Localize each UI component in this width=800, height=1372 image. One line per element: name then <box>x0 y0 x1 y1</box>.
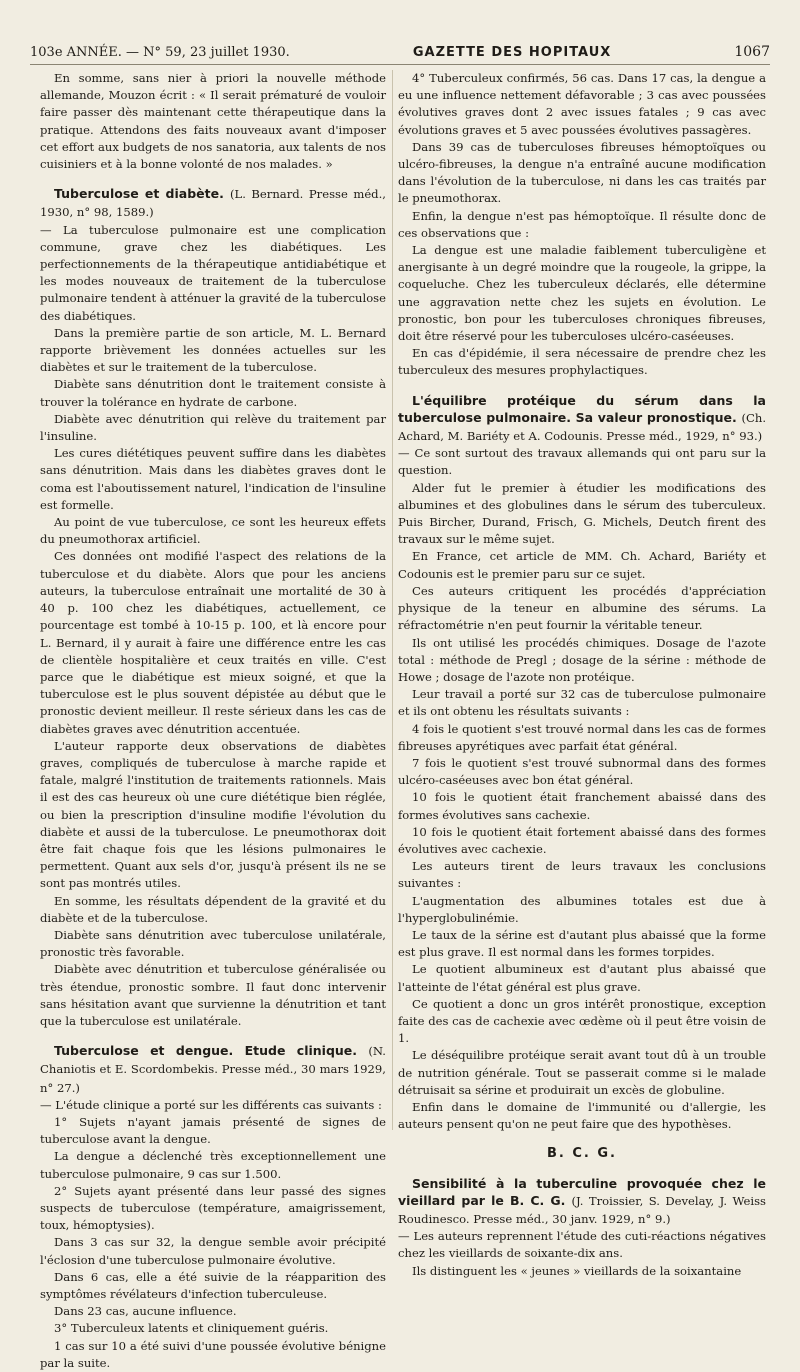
paragraph: Le taux de la sérine est d'autant plus abaissé que la forme est plus grave. Il est normal dans les formes torpides. <box>398 927 766 960</box>
paragraph: En cas d'épidémie, il sera nécessaire de prendre chez les tuberculeux des mesures prophylactiques. <box>398 346 766 378</box>
paragraph: Leur travail a porté sur 32 cas de tuberculose pulmonaire et ils ont obtenu les résultats suivants : <box>398 687 766 719</box>
article-citation: (Ch. Achard, M. Bariéty et A. Codounis. Presse méd., 1929, n° 93.) <box>398 410 766 444</box>
paragraph: 3° Tuberculeux latents et cliniquement guéris. <box>54 1321 329 1336</box>
paragraph: Ils distinguent les « jeunes » vieillards de la soixantaine <box>412 1263 742 1278</box>
journal-title: GAZETTE DES HOPITAUX <box>412 45 612 60</box>
paragraph: Enfin, la dengue n'est pas hémoptoïque. Il résulte donc de ces observations que : <box>398 208 766 240</box>
paragraph: La dengue est une maladie faiblement tuberculigène et anergisante à un degré moindre que la rougeole, la grippe, la coqueluche. Chez les tuberculeux déclarés, elle détermine une aggravation nette chez les sujets en évolution. Le pronostic, bon pour les tuberculoses chroniques fibreuses, doit être réservé pour les tuberculoses ulcéro-caséeuses. <box>398 243 766 344</box>
page-number: 1067 <box>734 44 770 60</box>
paragraph: En France, cet article de MM. Ch. Achard, Bariéty et Codounis est le premier paru sur ce sujet. <box>398 549 766 581</box>
paragraph: En somme, sans nier à priori la nouvelle méthode allemande, Mouzon écrit : « Il serait prématuré de vouloir faire passer dès maintenant cette thérapeutique dans la pratique. Attendons des faits nouveaux avant d'imposer cet effort aux budgets de nos sanatoria, aux talents de nos cuisiniers et à la bonne volonté de nos malades. » <box>40 71 386 172</box>
paragraph: — La tuberculose pulmonaire est une complication commune, grave chez les diabétiques. Les perfectionnements de la thérapeutique antidiabétique et les modes nouveaux de traitement de la tuberculose pulmonaire tendent à atténuer la gravité de la tuberculose des diabétiques. <box>40 222 386 323</box>
paragraph: Dans 23 cas, aucune influence. <box>54 1304 237 1319</box>
paragraph: Dans la première partie de son article, M. L. Bernard rapporte brièvement les données actuelles sur les diabètes et sur le traitement de la tuberculose. <box>40 325 386 375</box>
article-citation: (N. Chaniotis et E. Scordombekis. Presse méd., 30 mars 1929, n° 27.) <box>40 1044 386 1095</box>
paragraph: — Les auteurs reprennent l'étude des cuti-réactions négatives chez les vieillards de soixante-dix ans. <box>398 1229 766 1261</box>
paragraph: Les cures diététiques peuvent suffire dans les diabètes sans dénutrition. Mais dans les diabètes graves dont le coma est l'aboutissement naturel, l'indication de l'insuline est formelle. <box>40 446 386 512</box>
paragraph: Dans 6 cas, elle a été suivie de la réapparition des symptômes révélateurs d'infection tuberculeuse. <box>40 1269 386 1302</box>
paragraph: 7 fois le quotient s'est trouvé subnormal dans des formes ulcéro-caséeuses avec bon état général. <box>398 755 766 788</box>
section-heading: B. C. G. <box>547 1146 617 1162</box>
paragraph: Diabète sans dénutrition avec tuberculose unilatérale, pronostic très favorable. <box>40 927 386 960</box>
article-title: Tuberculose et diabète. <box>54 186 224 202</box>
right-column <box>398 70 766 1278</box>
paragraph: Dans 3 cas sur 32, la dengue semble avoir précipité l'éclosion d'une tuberculose pulmonaire évolutive. <box>40 1235 386 1267</box>
article-title: Tuberculose et dengue. Etude clinique. <box>54 1043 358 1059</box>
paragraph: Les auteurs tirent de leurs travaux les conclusions suivantes : <box>398 859 766 891</box>
paragraph: La dengue a déclenché très exceptionnellement une tuberculose pulmonaire, 9 cas sur 1.500. <box>40 1149 386 1181</box>
article-heading <box>40 1042 386 1097</box>
article-title: Sensibilité à la tuberculine provoquée chez le vieillard par le B. C. G. <box>398 1175 766 1208</box>
paragraph: 2° Sujets ayant présenté dans leur passé des signes suspects de tuberculose (température, amaigrissement, toux, hémoptysies). <box>40 1183 386 1233</box>
paragraph: 10 fois le quotient était fortement abaissé dans des formes évolutives avec cachexie. <box>398 824 766 856</box>
paragraph: Ces données ont modifié l'aspect des relations de la tuberculose et du diabète. Alors que pour les anciens auteurs, la tuberculose entraînait une mortalité de 30 à 40 p. 100 chez les diabétiques, actuellement, ce pourcentage est tombé à 10-15 p. 100, et là encore pour L. Bernard, il y aurait à faire une différence entre les cas de clientèle hospitalière et ceux traités en ville. C'est parce que le diabétique est mieux soigné, et que la tuberculose est le plus souvent dépistée au début que le pronostic devient meilleur. Il reste sérieux dans les cas de diabètes graves avec dénutrition accentuée. <box>40 549 386 736</box>
paragraph: Enfin dans le domaine de l'immunité ou d'allergie, les auteurs pensent qu'on ne peut faire que des hypothèses. <box>398 1099 766 1132</box>
paragraph: Diabète sans dénutrition dont le traitement consiste à trouver la tolérance en hydrate de carbone. <box>40 377 386 409</box>
paragraph: Dans 39 cas de tuberculoses fibreuses hémoptoïques ou ulcéro-fibreuses, la dengue n'a entraîné aucune modification dans l'évolution de la tuberculose, ni dans les cas traités par le pneumothorax. <box>398 139 766 206</box>
article-heading <box>398 1175 766 1229</box>
article-citation: (L. Bernard. Presse méd., 1930, n° 98, 1589.) <box>40 187 386 220</box>
paragraph: Au point de vue tuberculose, ce sont les heureux effets du pneumothorax artificiel. <box>40 515 386 547</box>
paragraph: Le déséquilibre protéique serait avant tout dû à un trouble de nutrition générale. Tout se passerait comme si le malade détruisait sa sérine et produirait un excès de globuline. <box>398 1048 766 1097</box>
paragraph: Ce quotient a donc un gros intérêt pronostique, exception faite des cas de cachexie avec œdème où il peut être voisin de 1. <box>398 996 766 1046</box>
paragraph: L'augmentation des albumines totales est due à l'hyperglobulinémie. <box>398 893 766 925</box>
paragraph: Alder fut le premier à étudier les modifications des albumines et des globulines dans le sérum des tuberculeux. Puis Bircher, Durand, Frisch, G. Michels, Deutch firent des travaux sur le même sujet. <box>398 480 766 547</box>
page-header <box>30 30 770 65</box>
article-citation: (J. Troissier, S. Develay, J. Weiss Roudinesco. Presse méd., 30 janv. 1929, n° 9.) <box>398 1193 766 1226</box>
paragraph: — Ce sont surtout des travaux allemands qui ont paru sur la question. <box>398 446 766 478</box>
issue-info: 103e ANNÉE. — N° 59, 23 juillet 1930. <box>30 45 290 60</box>
paragraph: Diabète avec dénutrition et tuberculose généralisée ou très étendue, pronostic sombre. Il faut donc intervenir sans hésitation avant que survienne la dénutrition et tant que la tuberculose est unilatérale. <box>40 962 386 1028</box>
paragraph: L'auteur rapporte deux observations de diabètes graves, compliqués de tuberculose à marche rapide et fatale, malgré l'institution de traitements rationnels. Mais il est des cas heureux où une cure diététique bien réglée, ou bien la prescription d'insuline modifie l'évolution du diabète et aussi de la tuberculose. Le pneumothorax doit être fait chaque fois que les lésions pulmonaires le permettent. Quant aux sels d'or, jusqu'à présent ils ne se sont pas montrés utiles. <box>40 738 386 891</box>
paragraph: — L'étude clinique a porté sur les différents cas suivants : <box>40 1097 382 1112</box>
paragraph: 10 fois le quotient était franchement abaissé dans des formes évolutives sans cachexie. <box>398 790 766 822</box>
paragraph: 1° Sujets n'ayant jamais présenté de signes de tuberculose avant la dengue. <box>40 1114 386 1147</box>
left-column <box>40 70 386 1370</box>
paragraph: 4° Tuberculeux confirmés, 56 cas. Dans 17 cas, la dengue a eu une influence nettement défavorable ; 3 cas avec poussées évolutives graves dont 2 avec issues fatales ; 9 cas avec évolutions graves et 5 avec poussées évolutives passagères. <box>398 71 766 137</box>
paragraph: 1 cas sur 10 a été suivi d'une poussée évolutive bénigne par la suite. <box>40 1338 386 1370</box>
column-divider <box>392 70 393 1130</box>
paragraph: En somme, les résultats dépendent de la gravité et du diabète et de la tuberculose. <box>40 893 386 925</box>
article-title: L'équilibre protéique du sérum dans la tuberculose pulmonaire. Sa valeur pronostique. <box>398 392 766 425</box>
paragraph: Ces auteurs critiquent les procédés d'appréciation physique de la teneur en albumine des sérums. La réfractométrie n'en peut fournir la véritable teneur. <box>398 583 766 633</box>
paragraph: 4 fois le quotient s'est trouvé normal dans les cas de formes fibreuses apyrétiques avec parfait état général. <box>398 721 766 753</box>
article-heading <box>398 392 766 446</box>
paragraph: Diabète avec dénutrition qui relève du traitement par l'insuline. <box>40 411 386 444</box>
paragraph: Ils ont utilisé les procédés chimiques. Dosage de l'azote total : méthode de Pregl ; dosage de la sérine : méthode de Howe ; dosage de l'azote non protéique. <box>398 635 766 684</box>
paragraph: Le quotient albumineux est d'autant plus abaissé que l'atteinte de l'état général est plus grave. <box>398 962 766 994</box>
article-heading <box>40 185 386 221</box>
